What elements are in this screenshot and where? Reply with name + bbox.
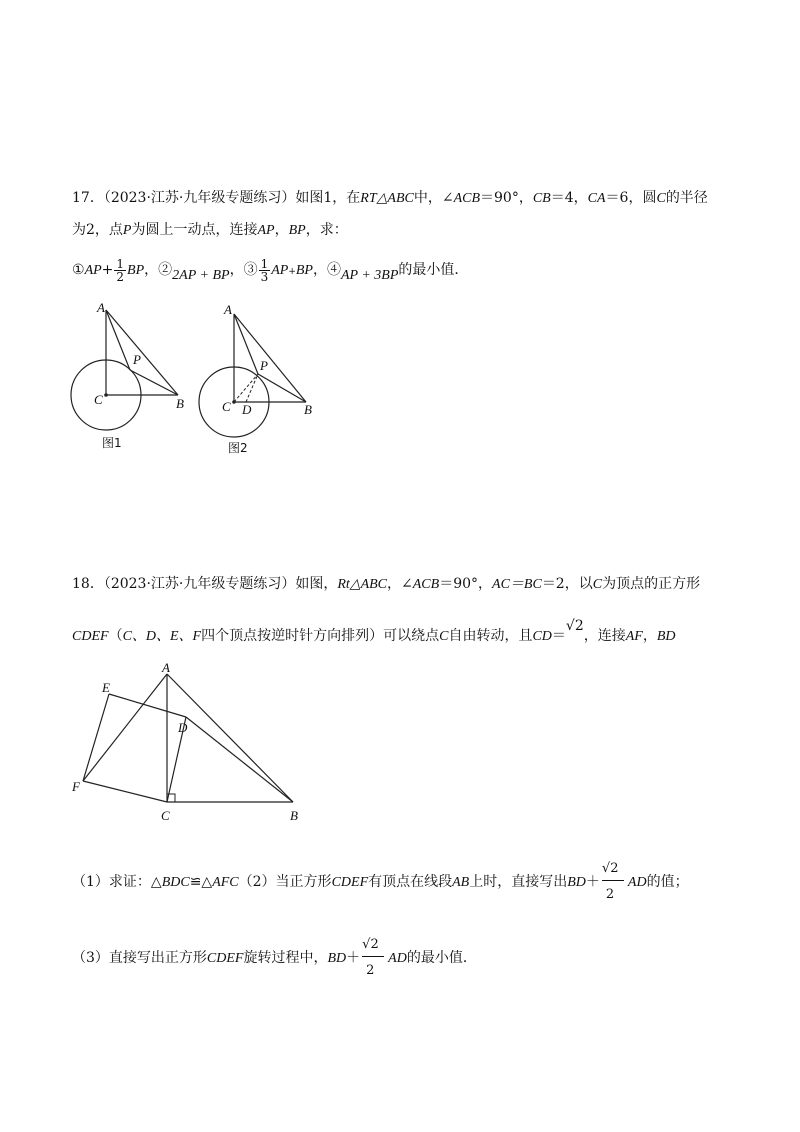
q18-p2-text: 的值； [646, 874, 689, 890]
fig1-label-b: B [176, 396, 184, 411]
q18-c: C [439, 629, 449, 644]
q17-expressions [72, 256, 468, 286]
fig18-line-fe [83, 694, 109, 781]
q18-p3-plus: ＋ [346, 950, 361, 966]
q18-part1-2 [72, 862, 689, 902]
q18-p1-afc: AFC [212, 875, 239, 890]
q18-p2-text: 有顶点在线段 [368, 874, 453, 890]
q17-e1-plus: + [101, 262, 114, 278]
fig2-line-pc-dashed [234, 374, 258, 402]
q17-e4-mark: ④ [326, 262, 341, 278]
q18-cd: CD [532, 629, 552, 644]
q17-sep: ， [274, 222, 289, 238]
fig18-line-ab [167, 674, 293, 802]
fig18-label-f: F [72, 779, 80, 794]
q17-e1-num: 1 [116, 256, 125, 271]
q17-e1-mark: ① [72, 262, 85, 278]
fig18-label-d: D [178, 720, 188, 735]
q18-p3-fraction [360, 938, 388, 978]
q17-text: ＝6，圆 [605, 190, 657, 206]
q18-text: ，连接 [583, 628, 626, 644]
q17-e3-plus: + [288, 267, 296, 277]
q17-text: 为2，点 [72, 222, 123, 238]
q18-p1-bdc: BDC [161, 875, 190, 890]
q18-c: C [592, 577, 603, 592]
q17-e3-fraction [259, 258, 271, 283]
fig18-label-e: E [102, 680, 110, 695]
q17-comma: ， [144, 262, 159, 278]
fig2-caption: 图2 [228, 441, 248, 455]
q17-line2 [72, 220, 348, 241]
q18-text: ＝2，以 [541, 576, 593, 592]
q17-text: ＝4， [550, 190, 588, 206]
q17-e1-den: 2 [116, 269, 125, 284]
q18-p2-text: 上时，直接写出 [469, 874, 568, 890]
q18-p3-cdef: CDEF [206, 951, 244, 966]
q18-p3-text: 的最小值． [406, 950, 477, 966]
q18-text: ＝ [551, 628, 566, 644]
q18-p3-text: 旋转过程中， [243, 950, 328, 966]
q17-line1 [72, 188, 708, 209]
fig18-label-a: A [162, 660, 170, 675]
q18-p2-text: （2）当正方形 [238, 874, 332, 890]
q17-e3-mark: ③ [243, 262, 258, 278]
q17-ca: CA [587, 191, 606, 206]
fig18-label-b: B [290, 808, 298, 823]
fig1-label-c: C [94, 392, 103, 407]
q18-text: 自由转动，且 [448, 628, 533, 644]
q18-p2-num: √2 [601, 861, 619, 876]
q17-e3-num: 1 [260, 256, 269, 271]
q17-e3-den: 3 [260, 269, 269, 284]
q17-angle: ACB [453, 191, 481, 206]
q18-p2-cdef: CDEF [331, 875, 369, 890]
q18-p2-bd: BD [567, 875, 586, 890]
q18-p3-num: √2 [362, 937, 379, 952]
q17-figure-1 [64, 296, 194, 456]
q18-text: 如图， [295, 576, 338, 592]
q17-e1-bp: BP [127, 263, 145, 278]
q18-text: ，∠ [387, 576, 413, 592]
fig2-label-c: C [222, 399, 231, 414]
fig1-line-pb [130, 370, 178, 395]
fig2-label-a: A [224, 302, 232, 317]
q18-p3-text: （3）直接写出正方形 [72, 950, 207, 966]
q17-text: 如图1，在 [295, 190, 361, 206]
fig1-line-ap [106, 310, 130, 370]
q17-comma: ， [229, 262, 244, 278]
fig18-label-c: C [161, 808, 170, 823]
q18-angle: ACB [412, 577, 440, 592]
fig2-label-d: D [242, 402, 252, 417]
q18-p3-bd: BD [327, 951, 347, 966]
fig2-label-p: P [260, 358, 268, 373]
q18-p2-bar [602, 880, 624, 881]
q17-p: P [122, 223, 132, 238]
q18-p2-fraction [600, 862, 628, 902]
q18-p2-plus: ＋ [585, 874, 600, 890]
q17-comma: ， [312, 262, 327, 278]
q17-cb: CB [532, 191, 551, 206]
q17-text: ＝90°， [480, 190, 533, 206]
q18-p1-text: （1）求证：△ [72, 874, 162, 890]
q17-c: C [656, 191, 666, 206]
q18-p3-bar [362, 956, 384, 957]
fig2-line-ap [234, 314, 258, 374]
q18-sqrt2: √2 [565, 618, 584, 634]
fig18-line-af [83, 674, 167, 781]
q17-e2-mark: ② [158, 262, 173, 278]
q17-ap: AP [257, 223, 275, 238]
fig1-label-p: P [133, 352, 141, 367]
q17-e1-ap: AP [84, 263, 102, 278]
q17-source: （2023·江苏·九年级专题练习） [103, 190, 296, 206]
q18-cdef: CDEF [72, 629, 109, 644]
fig1-point-c [104, 393, 108, 397]
q17-e2: 2AP + BP [172, 268, 230, 283]
q18-line1 [72, 574, 700, 595]
q18-line2 [72, 618, 676, 647]
q17-text: ，求： [305, 222, 348, 238]
q18-p1-congruent: ≌△ [189, 874, 213, 890]
q17-figure-2 [192, 296, 332, 460]
fig2-point-c [232, 400, 236, 404]
fig1-label-a: A [97, 300, 105, 315]
q17-text: 为圆上一动点，连接 [131, 222, 258, 238]
q18-vertices: C、D、E、F [122, 629, 202, 644]
fig2-line-pb [258, 374, 306, 402]
q17-triangle: RT△ABC [360, 191, 414, 206]
q17-e3-ap: AP [271, 263, 289, 278]
q17-text: 的半径 [665, 190, 708, 206]
q18-p2-ab: AB [452, 875, 470, 890]
q17-e4-tail: 的最小值． [398, 262, 469, 278]
q18-text: ＝90°， [439, 576, 493, 592]
q17-text: 中，∠ [413, 190, 454, 206]
fig18-line-ed [109, 694, 186, 717]
q17-e1-fraction [114, 258, 126, 283]
fig18-line-cf [83, 781, 167, 802]
fig1-caption: 图1 [102, 436, 122, 450]
q18-number: 18． [72, 576, 104, 592]
q18-p2-den: 2 [605, 887, 615, 902]
q18-triangle: Rt△ABC [337, 577, 388, 592]
q18-af: AF [625, 629, 643, 644]
q18-text: 为顶点的正方形 [602, 576, 701, 592]
q18-figure [64, 660, 314, 828]
fig1-line-ab [106, 310, 178, 395]
q18-p3-den: 2 [366, 963, 375, 978]
q18-p3-ad: AD [388, 951, 407, 966]
q18-bd: BD [656, 629, 676, 644]
fig2-line-pd-dashed [246, 374, 258, 402]
fig18-line-bd [186, 717, 293, 802]
q18-text: （ [108, 628, 123, 644]
fig2-label-b: B [304, 402, 312, 417]
q17-e3-bp: BP [295, 263, 313, 278]
q18-part3 [72, 938, 477, 978]
q18-acbc: AC＝BC [492, 577, 542, 592]
q18-text: 四个顶点按逆时针方向排列）可以绕点 [201, 628, 440, 644]
q18-source: （2023·江苏·九年级专题练习） [103, 576, 296, 592]
q17-bp: BP [288, 223, 306, 238]
q18-sep: ， [642, 628, 657, 644]
q17-e4: AP + 3BP [340, 268, 399, 283]
q17-number: 17． [72, 190, 104, 206]
q18-p2-ad: AD [627, 875, 647, 890]
